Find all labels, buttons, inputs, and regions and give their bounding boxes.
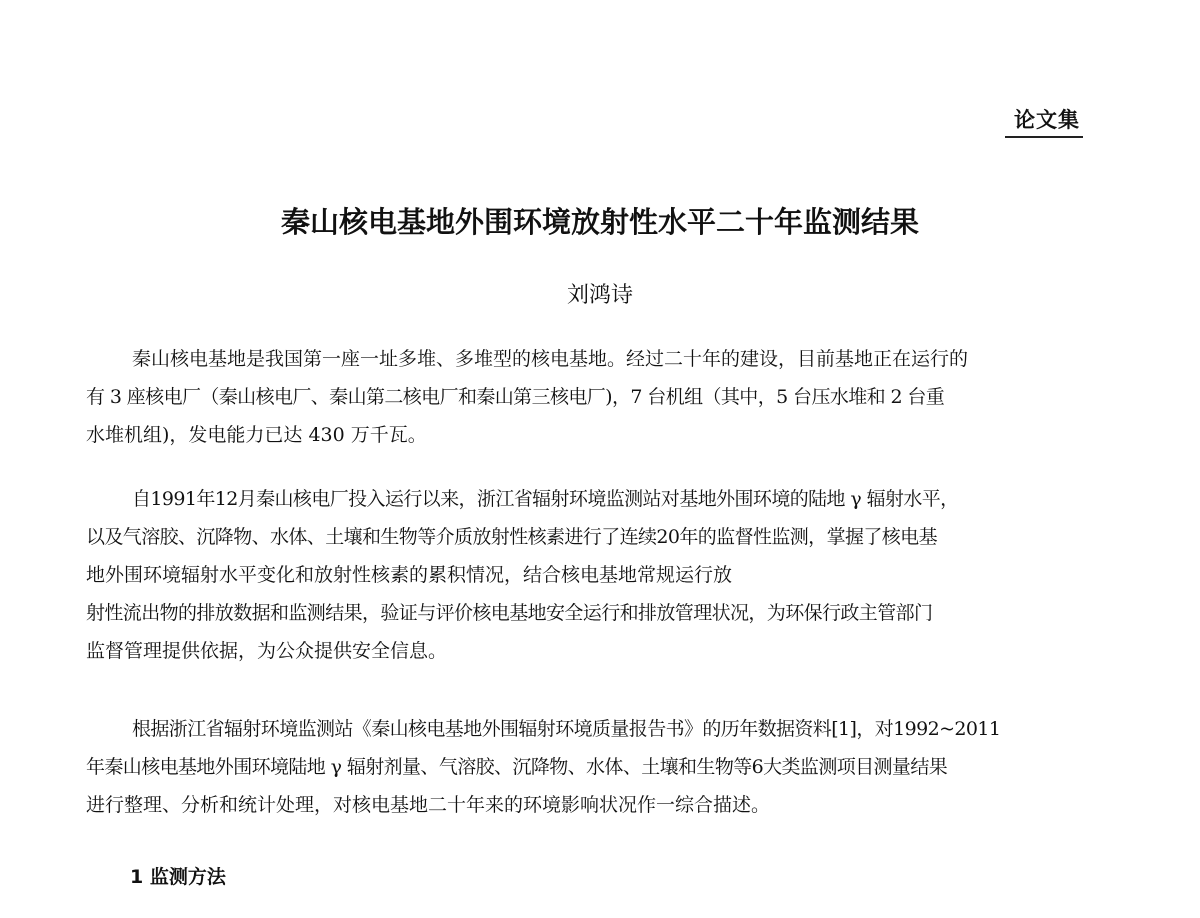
paragraph-line: 根据浙江省辐射环境监测站《秦山核电基地外围辐射环境质量报告书》的历年数据资料[1]，对1992~2011 bbox=[132, 718, 1001, 740]
header-rule bbox=[1005, 136, 1083, 138]
paragraph-monitoring bbox=[86, 480, 1086, 670]
paper-title: 秦山核电基地外围环境放射性水平二十年监测结果 bbox=[280, 205, 919, 239]
section-heading: 1 监测方法 bbox=[130, 866, 226, 888]
paragraph-line: 自1991年12月秦山核电厂投入运行以来，浙江省辐射环境监测站对基地外围环境的陆地 γ 辐射水平， bbox=[132, 488, 959, 510]
paper-author: 刘鸿诗 bbox=[566, 283, 633, 308]
paragraph-line: 水堆机组)，发电能力已达 430 万千瓦。 bbox=[86, 424, 427, 446]
header-label: 论文集 bbox=[1014, 108, 1080, 132]
paragraph-line: 秦山核电基地是我国第一座一址多堆、多堆型的核电基地。经过二十年的建设，目前基地正在运行的 bbox=[132, 348, 969, 370]
paragraph-line: 监督管理提供依据，为公众提供安全信息。 bbox=[86, 640, 448, 662]
paragraph-intro bbox=[86, 340, 1086, 454]
paragraph-data-source bbox=[86, 710, 1086, 824]
paragraph-line: 地外围环境辐射水平变化和放射性核素的累积情况，结合核电基地常规运行放 bbox=[86, 564, 733, 586]
paragraph-line: 射性流出物的排放数据和监测结果，验证与评价核电基地安全运行和排放管理状况，为环保行政主管部门 bbox=[86, 602, 933, 624]
paragraph-line: 以及气溶胶、沉降物、水体、土壤和生物等介质放射性核素进行了连续20年的监督性监测，掌握了核电基 bbox=[86, 526, 937, 548]
paragraph-line: 有 3 座核电厂（秦山核电厂、秦山第二核电厂和秦山第三核电厂)，7 台机组（其中，5 台压水堆和 2 台重 bbox=[86, 386, 945, 408]
paragraph-line: 年秦山核电基地外围环境陆地 γ 辐射剂量、气溶胶、沉降物、水体、土壤和生物等6大类监测项目测量结果 bbox=[86, 756, 948, 778]
paragraph-line: 进行整理、分析和统计处理，对核电基地二十年来的环境影响状况作一综合描述。 bbox=[86, 794, 771, 816]
